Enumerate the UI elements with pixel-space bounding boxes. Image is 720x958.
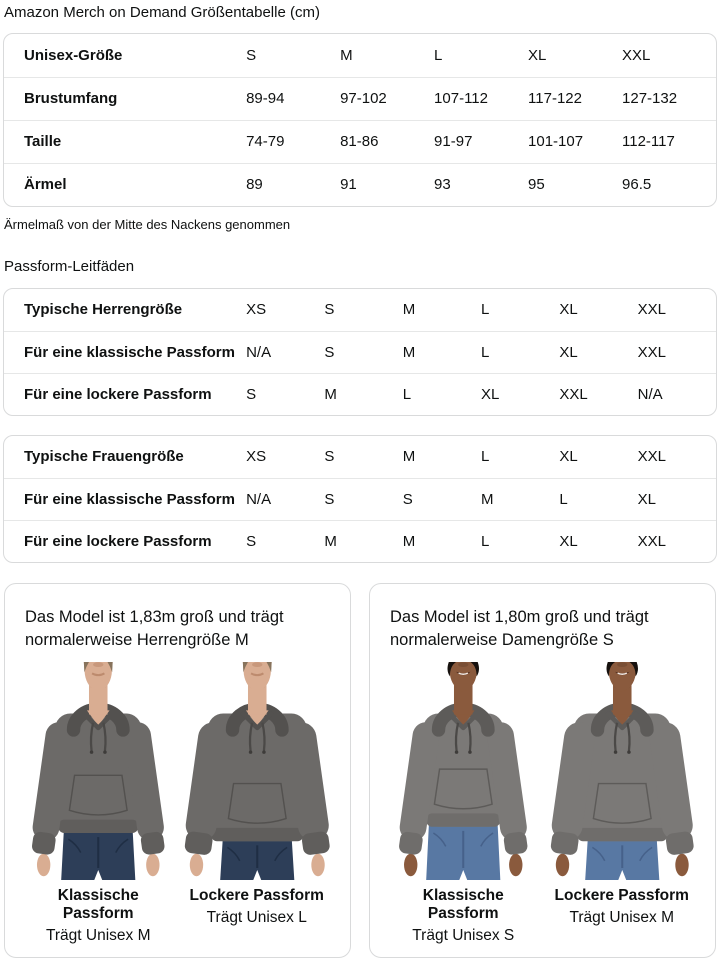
row-label: Für eine lockere Passform [4,520,246,562]
cell-value: 93 [434,163,528,206]
cell-value: N/A [246,331,324,373]
row-label: Für eine klassische Passform [4,331,246,373]
table-row [4,373,716,415]
cell-value: 101-107 [528,120,622,163]
table-row [4,120,716,163]
table-row [4,520,716,562]
cell-value: N/A [246,478,324,520]
womens-fit-table [3,435,717,563]
table-row [4,163,716,206]
cell-value: L [403,373,481,415]
cell-value: L [481,331,559,373]
cell-value: XL [638,478,716,520]
fit-label: Klassische Passform [422,887,504,923]
mens-fit-table [3,288,717,416]
cell-value: XL [528,46,547,64]
cell-value: 91-97 [434,120,528,163]
cell-value: 89 [246,163,340,206]
cell-value: L [481,448,490,466]
cell-value: XL [559,520,637,562]
wears-size-label: Trägt Unisex L [206,909,307,927]
cell-value: XL [559,448,578,466]
cell-value: XXL [637,448,666,466]
cell-value: S [246,373,324,415]
table-row [4,436,716,478]
cell-value: 127-132 [622,77,716,120]
model-figures [21,662,334,945]
row-label: Für eine klassische Passform [4,478,246,520]
table-row [4,34,716,77]
size-table [4,289,716,415]
table-row [4,77,716,120]
cell-value: XXL [622,46,651,64]
fit-guides-title: Passform-Leitfäden [4,258,135,275]
unisex-size-table [3,33,717,207]
cell-value: S [324,301,335,319]
row-label: Unisex-Größe [24,46,123,64]
cell-value: M [402,448,416,466]
model-figure-classic [21,662,176,945]
cell-value: XL [481,373,559,415]
model-figure-classic [386,662,541,945]
cell-value: XXL [637,301,666,319]
cell-value: XS [246,301,267,319]
cell-value: 95 [528,163,622,206]
cell-value: S [246,46,257,64]
cell-value: M [324,373,402,415]
model-card-heading: Das Model ist 1,80m groß und trägt normalerweise Damengröße S [390,608,649,649]
cell-value: L [559,478,637,520]
cell-value: M [403,331,481,373]
table-row [4,289,716,331]
row-label: Typische Frauengröße [24,448,184,466]
model-figure-loose [545,662,700,945]
model-photo-female-classic [386,662,541,880]
cell-value: XXL [559,373,637,415]
cell-value: 96.5 [622,163,716,206]
cell-value: M [402,301,416,319]
cell-value: L [481,301,490,319]
wears-size-label: Trägt Unisex M [569,909,674,927]
cell-value: 91 [340,163,434,206]
model-figure-loose [180,662,335,945]
cell-value: XXL [638,331,716,373]
model-photo-male-classic [21,662,176,880]
row-label: Brustumfang [4,77,246,120]
cell-value: L [481,520,559,562]
cell-value: XXL [638,520,716,562]
size-table [4,436,716,562]
wears-size-label: Trägt Unisex S [412,927,515,945]
cell-value: 117-122 [528,77,622,120]
cell-value: M [403,520,481,562]
page-title: Amazon Merch on Demand Größentabelle (cm) [4,4,320,21]
table-row [4,331,716,373]
cell-value: 107-112 [434,77,528,120]
mens-model-card [4,583,351,958]
model-photo-male-loose [180,662,335,880]
row-label: Taille [4,120,246,163]
cell-value: M [481,478,559,520]
table-row [4,478,716,520]
model-cards [3,583,717,958]
fit-label: Klassische Passform [57,887,139,923]
cell-value: XL [559,301,578,319]
cell-value: L [434,46,443,64]
cell-value: 112-117 [622,120,716,163]
cell-value: 74-79 [246,120,340,163]
cell-value: S [324,331,402,373]
fit-label: Lockere Passform [554,887,689,905]
cell-value: 81-86 [340,120,434,163]
cell-value: N/A [638,373,716,415]
cell-value: XS [246,448,267,466]
row-label: Für eine lockere Passform [4,373,246,415]
cell-value: M [340,46,353,64]
cell-value: S [403,478,481,520]
model-photo-female-loose [545,662,700,880]
row-label: Typische Herrengröße [24,301,183,319]
sleeve-note: Ärmelmaß von der Mitte des Nackens genommen [4,217,291,232]
cell-value: M [324,520,402,562]
cell-value: S [246,520,324,562]
row-label: Ärmel [4,163,246,206]
cell-value: S [324,478,402,520]
cell-value: XL [559,331,637,373]
wears-size-label: Trägt Unisex M [45,927,151,945]
womens-model-card [369,583,716,958]
model-figures [386,662,699,945]
cell-value: 97-102 [340,77,434,120]
size-table [4,34,716,206]
cell-value: S [324,448,335,466]
model-card-heading: Das Model ist 1,83m groß und trägt normalerweise Herrengröße M [25,608,284,649]
cell-value: 89-94 [246,77,340,120]
fit-label: Lockere Passform [189,887,324,905]
